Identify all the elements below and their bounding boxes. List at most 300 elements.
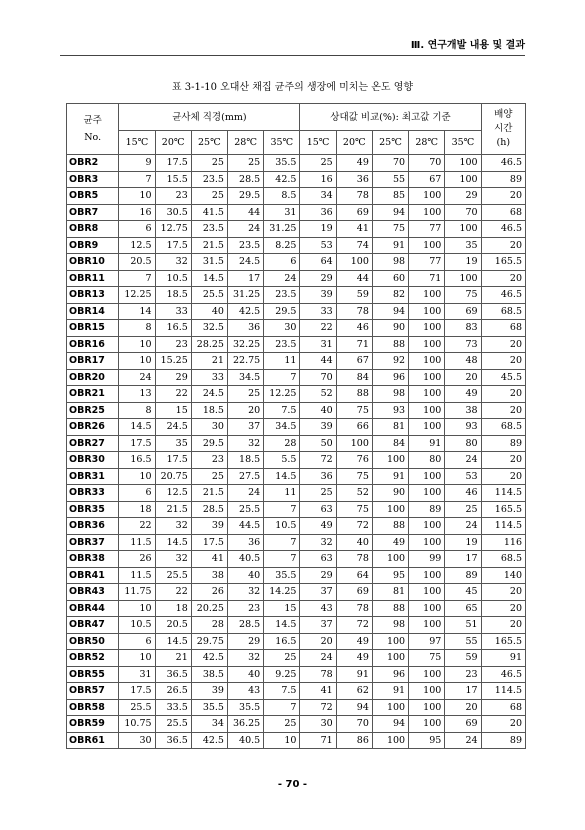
value-cell: 21.5 [191, 237, 227, 254]
value-cell: 49 [336, 155, 372, 172]
value-cell: 20 [481, 452, 525, 469]
value-cell: 92 [372, 353, 408, 370]
value-cell: 21.5 [191, 485, 227, 502]
value-cell: 100 [409, 188, 445, 205]
value-cell: 20.5 [119, 254, 155, 271]
value-cell: 20.75 [155, 468, 191, 485]
value-cell: 10.75 [119, 716, 155, 733]
strain-id-cell: OBR30 [67, 452, 119, 469]
value-cell: 18.5 [191, 402, 227, 419]
value-cell: 23.5 [191, 171, 227, 188]
value-cell: 22 [155, 584, 191, 601]
value-cell: 100 [409, 617, 445, 634]
value-cell: 100 [409, 699, 445, 716]
strain-id-cell: OBR26 [67, 419, 119, 436]
strain-id-cell: OBR33 [67, 485, 119, 502]
table-row [67, 171, 526, 188]
table-row [67, 716, 526, 733]
strain-id-cell: OBR10 [67, 254, 119, 271]
value-cell: 17 [445, 551, 481, 568]
culture-time-header [481, 104, 525, 155]
value-cell: 24.5 [191, 386, 227, 403]
value-cell: 77 [409, 221, 445, 238]
value-cell: 36 [300, 468, 336, 485]
strain-id-cell: OBR58 [67, 699, 119, 716]
value-cell: 94 [372, 716, 408, 733]
value-cell: 100 [409, 567, 445, 584]
value-cell: 32 [227, 650, 263, 667]
value-cell: 17.5 [191, 534, 227, 551]
value-cell: 24.5 [227, 254, 263, 271]
value-cell: 20 [481, 600, 525, 617]
value-cell: 25 [227, 155, 263, 172]
value-cell: 62 [336, 683, 372, 700]
value-cell: 67 [336, 353, 372, 370]
table-row [67, 188, 526, 205]
strain-column-label: 균주 No. [83, 115, 102, 143]
value-cell: 63 [300, 551, 336, 568]
value-cell: 72 [300, 699, 336, 716]
value-cell: 81 [372, 584, 408, 601]
value-cell: 25 [300, 155, 336, 172]
value-cell: 19 [445, 534, 481, 551]
value-cell: 18 [119, 501, 155, 518]
table-row [67, 419, 526, 436]
value-cell: 69 [336, 204, 372, 221]
value-cell: 35 [155, 435, 191, 452]
value-cell: 25 [227, 386, 263, 403]
value-cell: 78 [336, 188, 372, 205]
table-row [67, 567, 526, 584]
value-cell: 39 [300, 287, 336, 304]
value-cell: 33.5 [155, 699, 191, 716]
value-cell: 76 [336, 452, 372, 469]
table-row [67, 534, 526, 551]
strain-id-cell: OBR21 [67, 386, 119, 403]
value-cell: 24 [227, 485, 263, 502]
value-cell: 24 [445, 518, 481, 535]
strain-id-cell: OBR15 [67, 320, 119, 337]
value-cell: 100 [409, 386, 445, 403]
value-cell: 40 [227, 666, 263, 683]
value-cell: 16.5 [264, 633, 300, 650]
value-cell: 25.5 [119, 699, 155, 716]
strain-id-cell: OBR43 [67, 584, 119, 601]
value-cell: 89 [481, 435, 525, 452]
value-cell: 100 [409, 369, 445, 386]
strain-id-cell: OBR25 [67, 402, 119, 419]
value-cell: 95 [409, 732, 445, 749]
value-cell: 53 [300, 237, 336, 254]
relative-temp-header-3: 28℃ [409, 131, 445, 155]
table-row [67, 468, 526, 485]
value-cell: 30 [300, 716, 336, 733]
table-row [67, 683, 526, 700]
value-cell: 10 [264, 732, 300, 749]
strain-id-cell: OBR47 [67, 617, 119, 634]
value-cell: 43 [300, 600, 336, 617]
value-cell: 39 [191, 518, 227, 535]
value-cell: 29 [445, 188, 481, 205]
value-cell: 64 [336, 567, 372, 584]
chapter-header: Ⅲ. 연구개발 내용 및 결과 [410, 40, 525, 51]
value-cell: 89 [481, 171, 525, 188]
value-cell: 90 [372, 320, 408, 337]
value-cell: 44 [227, 204, 263, 221]
table-row [67, 518, 526, 535]
value-cell: 24 [264, 270, 300, 287]
value-cell: 68 [481, 204, 525, 221]
value-cell: 70 [336, 716, 372, 733]
value-cell: 9.25 [264, 666, 300, 683]
value-cell: 42.5 [227, 303, 263, 320]
strain-id-cell: OBR13 [67, 287, 119, 304]
value-cell: 70 [300, 369, 336, 386]
value-cell: 72 [336, 617, 372, 634]
value-cell: 140 [481, 567, 525, 584]
value-cell: 11 [264, 485, 300, 502]
value-cell: 35 [445, 237, 481, 254]
value-cell: 45 [445, 584, 481, 601]
value-cell: 30 [191, 419, 227, 436]
value-cell: 14.25 [264, 584, 300, 601]
value-cell: 114.5 [481, 485, 525, 502]
table-row [67, 287, 526, 304]
value-cell: 93 [445, 419, 481, 436]
value-cell: 44 [300, 353, 336, 370]
value-cell: 100 [372, 633, 408, 650]
value-cell: 20 [481, 386, 525, 403]
value-cell: 16 [300, 171, 336, 188]
value-cell: 15.5 [155, 171, 191, 188]
value-cell: 88 [372, 518, 408, 535]
strain-id-cell: OBR59 [67, 716, 119, 733]
strain-id-cell: OBR14 [67, 303, 119, 320]
value-cell: 49 [336, 650, 372, 667]
value-cell: 25 [300, 485, 336, 502]
value-cell: 46.5 [481, 666, 525, 683]
table-row [67, 435, 526, 452]
strain-id-cell: OBR5 [67, 188, 119, 205]
value-cell: 14.5 [264, 617, 300, 634]
value-cell: 25 [264, 650, 300, 667]
value-cell: 96 [372, 369, 408, 386]
value-cell: 16.5 [155, 320, 191, 337]
strain-id-cell: OBR35 [67, 501, 119, 518]
value-cell: 69 [336, 584, 372, 601]
value-cell: 15 [155, 402, 191, 419]
value-cell: 100 [372, 650, 408, 667]
table-row [67, 551, 526, 568]
value-cell: 59 [445, 650, 481, 667]
value-cell: 20 [481, 468, 525, 485]
value-cell: 25.5 [191, 287, 227, 304]
value-cell: 20 [481, 336, 525, 353]
value-cell: 14.5 [119, 419, 155, 436]
value-cell: 5.5 [264, 452, 300, 469]
value-cell: 24 [227, 221, 263, 238]
value-cell: 100 [409, 518, 445, 535]
table-row [67, 617, 526, 634]
value-cell: 28.5 [191, 501, 227, 518]
value-cell: 37 [300, 617, 336, 634]
strain-id-cell: OBR37 [67, 534, 119, 551]
value-cell: 25 [191, 468, 227, 485]
value-cell: 49 [445, 386, 481, 403]
value-cell: 38 [445, 402, 481, 419]
value-cell: 68.5 [481, 303, 525, 320]
value-cell: 28.5 [227, 617, 263, 634]
value-cell: 23.5 [227, 237, 263, 254]
value-cell: 100 [445, 171, 481, 188]
value-cell: 29 [155, 369, 191, 386]
value-cell: 19 [300, 221, 336, 238]
value-cell: 91 [372, 468, 408, 485]
value-cell: 91 [336, 666, 372, 683]
value-cell: 20 [227, 402, 263, 419]
value-cell: 23.5 [264, 336, 300, 353]
value-cell: 20.5 [155, 617, 191, 634]
value-cell: 34 [191, 716, 227, 733]
value-cell: 100 [409, 683, 445, 700]
value-cell: 78 [336, 551, 372, 568]
value-cell: 41 [336, 221, 372, 238]
value-cell: 20.25 [191, 600, 227, 617]
table-row [67, 584, 526, 601]
strain-id-cell: OBR61 [67, 732, 119, 749]
value-cell: 23 [227, 600, 263, 617]
value-cell: 84 [372, 435, 408, 452]
value-cell: 65 [445, 600, 481, 617]
value-cell: 52 [336, 485, 372, 502]
value-cell: 40.5 [227, 551, 263, 568]
diameter-temp-header-1: 20℃ [155, 131, 191, 155]
value-cell: 100 [409, 584, 445, 601]
table-row [67, 633, 526, 650]
value-cell: 23 [191, 452, 227, 469]
value-cell: 100 [409, 666, 445, 683]
value-cell: 49 [372, 534, 408, 551]
strain-id-cell: OBR7 [67, 204, 119, 221]
value-cell: 21 [191, 353, 227, 370]
value-cell: 100 [409, 534, 445, 551]
value-cell: 100 [372, 452, 408, 469]
value-cell: 165.5 [481, 501, 525, 518]
value-cell: 32 [300, 534, 336, 551]
value-cell: 94 [372, 303, 408, 320]
value-cell: 91 [409, 435, 445, 452]
value-cell: 20 [481, 716, 525, 733]
value-cell: 100 [409, 485, 445, 502]
table-row [67, 600, 526, 617]
value-cell: 70 [409, 155, 445, 172]
diameter-group-header: 균사체 직경(mm) [119, 104, 300, 131]
value-cell: 100 [409, 419, 445, 436]
value-cell: 30.5 [155, 204, 191, 221]
value-cell: 32 [155, 254, 191, 271]
value-cell: 36.5 [155, 732, 191, 749]
value-cell: 114.5 [481, 683, 525, 700]
strain-id-cell: OBR50 [67, 633, 119, 650]
table-row [67, 254, 526, 271]
value-cell: 20 [300, 633, 336, 650]
relative-temp-header-1: 20℃ [336, 131, 372, 155]
value-cell: 39 [191, 683, 227, 700]
value-cell: 8 [119, 320, 155, 337]
strain-column-header [67, 104, 119, 155]
value-cell: 21.5 [155, 501, 191, 518]
value-cell: 75 [336, 501, 372, 518]
value-cell: 55 [445, 633, 481, 650]
value-cell: 100 [409, 287, 445, 304]
value-cell: 11 [264, 353, 300, 370]
value-cell: 33 [155, 303, 191, 320]
value-cell: 34.5 [227, 369, 263, 386]
value-cell: 82 [372, 287, 408, 304]
value-cell: 34.5 [264, 419, 300, 436]
value-cell: 37 [300, 584, 336, 601]
value-cell: 81 [372, 419, 408, 436]
value-cell: 98 [372, 254, 408, 271]
value-cell: 24 [445, 452, 481, 469]
value-cell: 10.5 [264, 518, 300, 535]
value-cell: 25 [191, 188, 227, 205]
value-cell: 100 [336, 254, 372, 271]
value-cell: 52 [300, 386, 336, 403]
value-cell: 7 [264, 534, 300, 551]
table-row [67, 303, 526, 320]
value-cell: 40 [300, 402, 336, 419]
strain-id-cell: OBR11 [67, 270, 119, 287]
value-cell: 20 [481, 270, 525, 287]
value-cell: 69 [445, 303, 481, 320]
value-cell: 114.5 [481, 518, 525, 535]
value-cell: 20 [481, 188, 525, 205]
value-cell: 40 [336, 534, 372, 551]
value-cell: 18 [155, 600, 191, 617]
value-cell: 50 [300, 435, 336, 452]
value-cell: 24 [119, 369, 155, 386]
value-cell: 26.5 [155, 683, 191, 700]
value-cell: 60 [372, 270, 408, 287]
value-cell: 100 [445, 155, 481, 172]
value-cell: 30 [264, 320, 300, 337]
value-cell: 25.5 [155, 567, 191, 584]
diameter-temp-header-4: 35℃ [264, 131, 300, 155]
value-cell: 70 [372, 155, 408, 172]
value-cell: 15 [264, 600, 300, 617]
value-cell: 10 [119, 468, 155, 485]
value-cell: 14 [119, 303, 155, 320]
value-cell: 100 [336, 435, 372, 452]
value-cell: 32.25 [227, 336, 263, 353]
value-cell: 25.5 [227, 501, 263, 518]
value-cell: 165.5 [481, 633, 525, 650]
value-cell: 22 [119, 518, 155, 535]
value-cell: 14.5 [155, 633, 191, 650]
value-cell: 44.5 [227, 518, 263, 535]
relative-temp-header-2: 25℃ [372, 131, 408, 155]
value-cell: 68 [481, 699, 525, 716]
value-cell: 46.5 [481, 287, 525, 304]
table-row [67, 155, 526, 172]
value-cell: 14.5 [264, 468, 300, 485]
page-number: - 70 - [277, 779, 308, 790]
value-cell: 44 [336, 270, 372, 287]
table-row [67, 732, 526, 749]
value-cell: 85 [372, 188, 408, 205]
value-cell: 38 [191, 567, 227, 584]
value-cell: 16 [119, 204, 155, 221]
value-cell: 95 [372, 567, 408, 584]
value-cell: 59 [336, 287, 372, 304]
table-row [67, 650, 526, 667]
table-row [67, 336, 526, 353]
strain-id-cell: OBR41 [67, 567, 119, 584]
value-cell: 72 [300, 452, 336, 469]
value-cell: 116 [481, 534, 525, 551]
value-cell: 17 [227, 270, 263, 287]
value-cell: 20 [481, 584, 525, 601]
value-cell: 49 [300, 518, 336, 535]
value-cell: 88 [336, 386, 372, 403]
value-cell: 42.5 [191, 732, 227, 749]
value-cell: 29 [300, 270, 336, 287]
value-cell: 28.25 [191, 336, 227, 353]
value-cell: 46 [445, 485, 481, 502]
value-cell: 35.5 [191, 699, 227, 716]
value-cell: 88 [372, 336, 408, 353]
value-cell: 41 [300, 683, 336, 700]
value-cell: 100 [445, 270, 481, 287]
value-cell: 32 [227, 584, 263, 601]
value-cell: 14.5 [155, 534, 191, 551]
value-cell: 93 [372, 402, 408, 419]
value-cell: 100 [409, 303, 445, 320]
value-cell: 88 [372, 600, 408, 617]
value-cell: 46.5 [481, 155, 525, 172]
value-cell: 25 [264, 716, 300, 733]
value-cell: 100 [372, 699, 408, 716]
value-cell: 20 [481, 353, 525, 370]
strain-id-cell: OBR55 [67, 666, 119, 683]
value-cell: 26 [191, 584, 227, 601]
value-cell: 39 [300, 419, 336, 436]
strain-id-cell: OBR57 [67, 683, 119, 700]
value-cell: 30 [119, 732, 155, 749]
value-cell: 71 [336, 336, 372, 353]
value-cell: 83 [445, 320, 481, 337]
value-cell: 73 [445, 336, 481, 353]
strain-id-cell: OBR9 [67, 237, 119, 254]
value-cell: 6 [119, 485, 155, 502]
value-cell: 68.5 [481, 419, 525, 436]
table-row [67, 270, 526, 287]
value-cell: 19 [445, 254, 481, 271]
value-cell: 100 [409, 237, 445, 254]
value-cell: 77 [409, 254, 445, 271]
value-cell: 14.5 [191, 270, 227, 287]
value-cell: 8.5 [264, 188, 300, 205]
table-row [67, 353, 526, 370]
strain-id-cell: OBR27 [67, 435, 119, 452]
value-cell: 18.5 [155, 287, 191, 304]
value-cell: 96 [372, 666, 408, 683]
value-cell: 29.5 [191, 435, 227, 452]
table-row [67, 369, 526, 386]
value-cell: 71 [300, 732, 336, 749]
temperature-growth-table [66, 103, 526, 749]
